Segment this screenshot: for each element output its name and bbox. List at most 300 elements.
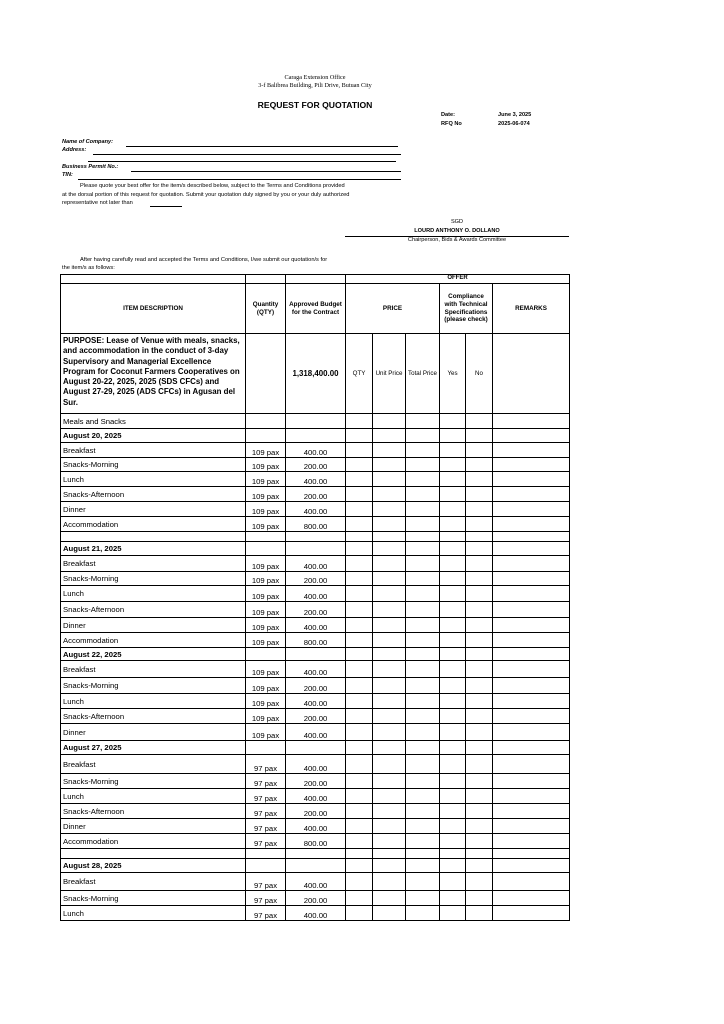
remarks-cell[interactable] bbox=[493, 487, 570, 502]
table-row bbox=[61, 556, 570, 572]
offer-qty-cell[interactable] bbox=[346, 755, 373, 774]
office-address: 3-f Balibrea Building, Pili Drive, Butuan City bbox=[258, 82, 372, 89]
no-check-cell[interactable] bbox=[466, 755, 493, 774]
unit-price-cell[interactable] bbox=[373, 694, 406, 709]
offer-qty-cell[interactable] bbox=[346, 517, 373, 532]
acceptance-line-1: After having carefully read and accepted the Terms and Conditions, I/we submit our quotation/s for bbox=[80, 257, 328, 263]
item-quantity: 97 pax bbox=[246, 789, 286, 804]
yes-check-cell[interactable] bbox=[440, 891, 466, 906]
no-check-cell[interactable] bbox=[466, 487, 493, 502]
total-price-cell[interactable] bbox=[406, 602, 440, 618]
yes-check-cell[interactable] bbox=[440, 633, 466, 648]
item-budget: 400.00 bbox=[286, 443, 346, 458]
offer-qty-cell bbox=[346, 849, 373, 859]
table-row bbox=[61, 774, 570, 789]
item-description: Dinner bbox=[61, 502, 246, 517]
remarks-cell[interactable] bbox=[493, 618, 570, 633]
remarks-cell[interactable] bbox=[493, 789, 570, 804]
yes-check-cell[interactable] bbox=[440, 586, 466, 602]
table-row bbox=[61, 694, 570, 709]
table-row bbox=[61, 602, 570, 618]
item-budget: 400.00 bbox=[286, 661, 346, 678]
date-label: August 20, 2025 bbox=[61, 429, 246, 443]
office-name: Caraga Extension Office bbox=[284, 74, 346, 81]
date-label: August 27, 2025 bbox=[61, 741, 246, 755]
spacer-row bbox=[61, 532, 570, 542]
no-check-cell[interactable] bbox=[466, 443, 493, 458]
yes-check-cell[interactable] bbox=[440, 819, 466, 834]
remarks-cell bbox=[493, 648, 570, 661]
date-row bbox=[61, 648, 570, 661]
date-label: August 22, 2025 bbox=[61, 648, 246, 661]
item-quantity: 109 pax bbox=[246, 586, 286, 602]
sub-no: No bbox=[466, 334, 493, 414]
unit-price-cell[interactable] bbox=[373, 834, 406, 849]
yes-check-cell[interactable] bbox=[440, 774, 466, 789]
yes-check-cell[interactable] bbox=[440, 834, 466, 849]
table-row bbox=[61, 661, 570, 678]
offer-qty-cell[interactable] bbox=[346, 487, 373, 502]
offer-qty-cell[interactable] bbox=[346, 789, 373, 804]
offer-header: OFFER bbox=[346, 275, 570, 284]
remarks-cell[interactable] bbox=[493, 678, 570, 694]
yes-check-cell[interactable] bbox=[440, 678, 466, 694]
yes-check-cell[interactable] bbox=[440, 556, 466, 572]
no-check-cell bbox=[466, 849, 493, 859]
unit-price-cell[interactable] bbox=[373, 517, 406, 532]
unit-price-cell bbox=[373, 648, 406, 661]
blank-cell bbox=[61, 849, 246, 859]
item-quantity: 109 pax bbox=[246, 709, 286, 724]
offer-qty-cell[interactable] bbox=[346, 633, 373, 648]
yes-check-cell[interactable] bbox=[440, 804, 466, 819]
no-check-cell[interactable] bbox=[466, 586, 493, 602]
offer-qty-cell bbox=[346, 429, 373, 443]
unit-price-cell[interactable] bbox=[373, 724, 406, 741]
no-check-cell[interactable] bbox=[466, 502, 493, 517]
tin-field[interactable] bbox=[78, 179, 401, 180]
date-value: June 3, 2025 bbox=[498, 112, 532, 118]
item-budget: 200.00 bbox=[286, 458, 346, 472]
remarks-cell[interactable] bbox=[493, 819, 570, 834]
item-budget: 400.00 bbox=[286, 906, 346, 921]
offer-qty-cell[interactable] bbox=[346, 572, 373, 586]
remarks-cell[interactable] bbox=[493, 774, 570, 789]
offer-qty-cell[interactable] bbox=[346, 906, 373, 921]
yes-check-cell[interactable] bbox=[440, 789, 466, 804]
col-remarks: REMARKS bbox=[493, 284, 570, 334]
offer-qty-cell[interactable] bbox=[346, 678, 373, 694]
no-check-cell bbox=[466, 741, 493, 755]
purpose-text: PURPOSE: Lease of Venue with meals, snacks, and accommodation in the conduct of 3-day Supervisory and Managerial Excellence Program for Coconut Farmers Cooperatives on August 20-22, 2025, 2025 (SDS CFCs) and August 27-29, 2025 (ADS CFCs) in Agusan del Sur. bbox=[61, 334, 246, 414]
unit-price-cell bbox=[373, 849, 406, 859]
total-price-cell[interactable] bbox=[406, 572, 440, 586]
yes-check-cell[interactable] bbox=[440, 906, 466, 921]
unit-price-cell[interactable] bbox=[373, 633, 406, 648]
yes-check-cell[interactable] bbox=[440, 443, 466, 458]
yes-check-cell bbox=[440, 542, 466, 556]
total-price-cell[interactable] bbox=[406, 517, 440, 532]
yes-check-cell bbox=[440, 849, 466, 859]
item-description: Snacks-Morning bbox=[61, 891, 246, 906]
item-description: Accommodation bbox=[61, 517, 246, 532]
table-row bbox=[61, 873, 570, 891]
purpose-row bbox=[61, 334, 570, 414]
remarks-cell[interactable] bbox=[493, 661, 570, 678]
remarks-cell[interactable] bbox=[493, 694, 570, 709]
remarks-cell[interactable] bbox=[493, 572, 570, 586]
offer-qty-cell[interactable] bbox=[346, 443, 373, 458]
no-check-cell[interactable] bbox=[466, 709, 493, 724]
column-header-row bbox=[61, 284, 570, 334]
unit-price-cell[interactable] bbox=[373, 586, 406, 602]
yes-check-cell[interactable] bbox=[440, 517, 466, 532]
unit-price-cell[interactable] bbox=[373, 556, 406, 572]
offer-qty-cell[interactable] bbox=[346, 586, 373, 602]
no-check-cell[interactable] bbox=[466, 724, 493, 741]
remarks-cell[interactable] bbox=[493, 633, 570, 648]
col-price: PRICE bbox=[346, 284, 440, 334]
yes-check-cell bbox=[440, 532, 466, 542]
blank-cell bbox=[246, 648, 286, 661]
item-quantity: 97 pax bbox=[246, 819, 286, 834]
offer-qty-cell[interactable] bbox=[346, 694, 373, 709]
offer-qty-cell[interactable] bbox=[346, 709, 373, 724]
no-check-cell[interactable] bbox=[466, 774, 493, 789]
item-description: Snacks-Morning bbox=[61, 572, 246, 586]
no-check-cell[interactable] bbox=[466, 694, 493, 709]
total-price-cell[interactable] bbox=[406, 804, 440, 819]
yes-check-cell[interactable] bbox=[440, 661, 466, 678]
address-field-line2[interactable] bbox=[88, 161, 396, 162]
no-check-cell[interactable] bbox=[466, 517, 493, 532]
yes-check-cell[interactable] bbox=[440, 709, 466, 724]
meals-label-row bbox=[61, 414, 570, 429]
item-quantity: 97 pax bbox=[246, 906, 286, 921]
unit-price-cell[interactable] bbox=[373, 487, 406, 502]
date-row bbox=[61, 542, 570, 556]
offer-qty-cell[interactable] bbox=[346, 618, 373, 633]
blank-cell bbox=[286, 648, 346, 661]
item-quantity: 109 pax bbox=[246, 724, 286, 741]
total-price-cell bbox=[406, 849, 440, 859]
item-budget: 400.00 bbox=[286, 472, 346, 487]
item-quantity: 109 pax bbox=[246, 694, 286, 709]
item-budget: 200.00 bbox=[286, 774, 346, 789]
remarks-cell[interactable] bbox=[493, 906, 570, 921]
blank-cell bbox=[286, 741, 346, 755]
total-price-cell bbox=[406, 741, 440, 755]
offer-qty-cell[interactable] bbox=[346, 804, 373, 819]
table-row bbox=[61, 678, 570, 694]
unit-price-cell[interactable] bbox=[373, 458, 406, 472]
unit-price-cell bbox=[373, 429, 406, 443]
yes-check-cell[interactable] bbox=[440, 694, 466, 709]
total-price-cell[interactable] bbox=[406, 774, 440, 789]
blank-cell bbox=[286, 429, 346, 443]
yes-check-cell[interactable] bbox=[440, 724, 466, 741]
no-check-cell bbox=[466, 429, 493, 443]
unit-price-cell[interactable] bbox=[373, 709, 406, 724]
item-quantity: 109 pax bbox=[246, 472, 286, 487]
unit-price-cell[interactable] bbox=[373, 819, 406, 834]
item-budget: 400.00 bbox=[286, 502, 346, 517]
no-check-cell[interactable] bbox=[466, 804, 493, 819]
blank-cell bbox=[61, 532, 246, 542]
total-price-cell[interactable] bbox=[406, 502, 440, 517]
yes-check-cell bbox=[440, 859, 466, 873]
offer-qty-cell[interactable] bbox=[346, 819, 373, 834]
no-check-cell[interactable] bbox=[466, 873, 493, 891]
deadline-field[interactable] bbox=[150, 206, 182, 207]
item-description: Breakfast bbox=[61, 755, 246, 774]
yes-check-cell[interactable] bbox=[440, 472, 466, 487]
total-price-cell[interactable] bbox=[406, 694, 440, 709]
tin-label: TIN: bbox=[62, 172, 73, 178]
date-row bbox=[61, 429, 570, 443]
item-quantity: 109 pax bbox=[246, 517, 286, 532]
item-quantity: 97 pax bbox=[246, 804, 286, 819]
total-price-cell[interactable] bbox=[406, 586, 440, 602]
unit-price-cell[interactable] bbox=[373, 774, 406, 789]
offer-qty-cell[interactable] bbox=[346, 873, 373, 891]
blank-cell bbox=[246, 859, 286, 873]
total-price-cell[interactable] bbox=[406, 873, 440, 891]
yes-check-cell[interactable] bbox=[440, 618, 466, 633]
offer-qty-cell[interactable] bbox=[346, 556, 373, 572]
item-budget: 200.00 bbox=[286, 602, 346, 618]
total-price-cell[interactable] bbox=[406, 834, 440, 849]
unit-price-cell bbox=[373, 542, 406, 556]
acceptance-line-2: the item/s as follows: bbox=[62, 265, 115, 271]
table-row bbox=[61, 755, 570, 774]
offer-qty-cell[interactable] bbox=[346, 472, 373, 487]
table-row bbox=[61, 804, 570, 819]
total-price-cell[interactable] bbox=[406, 755, 440, 774]
yes-check-cell[interactable] bbox=[440, 458, 466, 472]
remarks-cell[interactable] bbox=[493, 804, 570, 819]
address-label: Address: bbox=[62, 147, 87, 153]
remarks-cell[interactable] bbox=[493, 755, 570, 774]
blank-cell bbox=[286, 275, 346, 284]
offer-qty-cell bbox=[346, 859, 373, 873]
yes-check-cell bbox=[440, 741, 466, 755]
item-budget: 200.00 bbox=[286, 678, 346, 694]
page-title: REQUEST FOR QUOTATION bbox=[257, 100, 373, 110]
no-check-cell[interactable] bbox=[466, 572, 493, 586]
no-check-cell[interactable] bbox=[466, 789, 493, 804]
table-row bbox=[61, 789, 570, 804]
permit-label: Business Permit No.: bbox=[62, 164, 119, 170]
approved-budget-value: 1,318,400.00 bbox=[286, 334, 346, 414]
sub-unit-price: Unit Price bbox=[373, 334, 406, 414]
unit-price-cell[interactable] bbox=[373, 572, 406, 586]
company-field[interactable] bbox=[126, 146, 398, 147]
no-check-cell[interactable] bbox=[466, 602, 493, 618]
offer-qty-cell[interactable] bbox=[346, 661, 373, 678]
yes-check-cell[interactable] bbox=[440, 873, 466, 891]
no-check-cell[interactable] bbox=[466, 556, 493, 572]
remarks-cell[interactable] bbox=[493, 873, 570, 891]
total-price-cell bbox=[406, 532, 440, 542]
remarks-cell[interactable] bbox=[493, 556, 570, 572]
remarks-cell[interactable] bbox=[493, 502, 570, 517]
total-price-cell[interactable] bbox=[406, 556, 440, 572]
meals-label: Meals and Snacks bbox=[61, 414, 246, 429]
item-quantity: 97 pax bbox=[246, 774, 286, 789]
total-price-cell bbox=[406, 648, 440, 661]
remarks-cell bbox=[493, 741, 570, 755]
no-check-cell[interactable] bbox=[466, 678, 493, 694]
unit-price-cell[interactable] bbox=[373, 873, 406, 891]
offer-qty-cell[interactable] bbox=[346, 774, 373, 789]
offer-qty-cell[interactable] bbox=[346, 458, 373, 472]
table-row bbox=[61, 458, 570, 472]
item-quantity: 97 pax bbox=[246, 755, 286, 774]
date-label: Date: bbox=[441, 112, 455, 118]
remarks-cell[interactable] bbox=[493, 709, 570, 724]
no-check-cell bbox=[466, 648, 493, 661]
table-row bbox=[61, 487, 570, 502]
total-price-cell[interactable] bbox=[406, 906, 440, 921]
offer-qty-cell[interactable] bbox=[346, 724, 373, 741]
table-row bbox=[61, 472, 570, 487]
offer-qty-cell bbox=[346, 542, 373, 556]
yes-check-cell bbox=[440, 648, 466, 661]
total-price-cell[interactable] bbox=[406, 633, 440, 648]
item-budget: 200.00 bbox=[286, 487, 346, 502]
total-price-cell[interactable] bbox=[406, 724, 440, 741]
total-price-cell[interactable] bbox=[406, 618, 440, 633]
item-description: Lunch bbox=[61, 906, 246, 921]
remarks-cell[interactable] bbox=[493, 834, 570, 849]
remarks-cell[interactable] bbox=[493, 472, 570, 487]
yes-check-cell[interactable] bbox=[440, 602, 466, 618]
no-check-cell bbox=[466, 532, 493, 542]
no-check-cell[interactable] bbox=[466, 661, 493, 678]
item-budget: 200.00 bbox=[286, 572, 346, 586]
total-price-cell[interactable] bbox=[406, 458, 440, 472]
item-description: Lunch bbox=[61, 694, 246, 709]
offer-qty-cell[interactable] bbox=[346, 891, 373, 906]
offer-qty-cell bbox=[346, 741, 373, 755]
item-budget: 400.00 bbox=[286, 556, 346, 572]
unit-price-cell[interactable] bbox=[373, 618, 406, 633]
item-budget: 400.00 bbox=[286, 618, 346, 633]
total-price-cell[interactable] bbox=[406, 472, 440, 487]
total-price-cell[interactable] bbox=[406, 661, 440, 678]
col-approved-budget: Approved Budget for the Contract bbox=[286, 284, 346, 334]
remarks-cell[interactable] bbox=[493, 724, 570, 741]
signatory-position: Chairperson, Bids & Awards Committee bbox=[407, 237, 507, 243]
unit-price-cell[interactable] bbox=[373, 472, 406, 487]
remarks-cell[interactable] bbox=[493, 443, 570, 458]
item-description: Breakfast bbox=[61, 873, 246, 891]
office-header bbox=[0, 74, 630, 90]
yes-check-cell bbox=[440, 429, 466, 443]
unit-price-cell[interactable] bbox=[373, 661, 406, 678]
item-description: Accommodation bbox=[61, 633, 246, 648]
total-price-cell[interactable] bbox=[406, 487, 440, 502]
address-field[interactable] bbox=[93, 154, 401, 155]
remarks-cell[interactable] bbox=[493, 602, 570, 618]
sgd-mark: SGD bbox=[450, 219, 464, 225]
remarks-cell[interactable] bbox=[493, 891, 570, 906]
unit-price-cell[interactable] bbox=[373, 602, 406, 618]
unit-price-cell[interactable] bbox=[373, 678, 406, 694]
offer-qty-cell[interactable] bbox=[346, 834, 373, 849]
remarks-cell[interactable] bbox=[493, 458, 570, 472]
unit-price-cell[interactable] bbox=[373, 789, 406, 804]
item-quantity: 109 pax bbox=[246, 443, 286, 458]
table-row bbox=[61, 586, 570, 602]
total-price-cell[interactable] bbox=[406, 891, 440, 906]
unit-price-cell[interactable] bbox=[373, 804, 406, 819]
total-price-cell[interactable] bbox=[406, 819, 440, 834]
unit-price-cell[interactable] bbox=[373, 906, 406, 921]
unit-price-cell bbox=[373, 859, 406, 873]
yes-check-cell[interactable] bbox=[440, 487, 466, 502]
item-description: Breakfast bbox=[61, 443, 246, 458]
remarks-cell[interactable] bbox=[493, 517, 570, 532]
no-check-cell[interactable] bbox=[466, 618, 493, 633]
unit-price-cell[interactable] bbox=[373, 443, 406, 458]
item-description: Snacks-Morning bbox=[61, 678, 246, 694]
table-row bbox=[61, 834, 570, 849]
date-row bbox=[61, 741, 570, 755]
remarks-cell bbox=[493, 849, 570, 859]
permit-field[interactable] bbox=[131, 171, 401, 172]
item-budget: 800.00 bbox=[286, 517, 346, 532]
table-row bbox=[61, 891, 570, 906]
offer-qty-cell[interactable] bbox=[346, 602, 373, 618]
item-budget: 200.00 bbox=[286, 804, 346, 819]
total-price-cell[interactable] bbox=[406, 789, 440, 804]
no-check-cell[interactable] bbox=[466, 906, 493, 921]
unit-price-cell[interactable] bbox=[373, 891, 406, 906]
unit-price-cell[interactable] bbox=[373, 502, 406, 517]
no-check-cell[interactable] bbox=[466, 834, 493, 849]
item-description: Accommodation bbox=[61, 834, 246, 849]
remarks-cell[interactable] bbox=[493, 586, 570, 602]
total-price-cell bbox=[406, 429, 440, 443]
item-quantity: 109 pax bbox=[246, 618, 286, 633]
item-description: Snacks-Afternoon bbox=[61, 804, 246, 819]
table-row bbox=[61, 502, 570, 517]
table-row bbox=[61, 819, 570, 834]
item-description: Dinner bbox=[61, 618, 246, 633]
yes-check-cell[interactable] bbox=[440, 502, 466, 517]
yes-check-cell[interactable] bbox=[440, 572, 466, 586]
total-price-cell[interactable] bbox=[406, 709, 440, 724]
no-check-cell[interactable] bbox=[466, 472, 493, 487]
no-check-cell[interactable] bbox=[466, 819, 493, 834]
no-check-cell[interactable] bbox=[466, 633, 493, 648]
total-price-cell[interactable] bbox=[406, 443, 440, 458]
offer-qty-cell[interactable] bbox=[346, 502, 373, 517]
yes-check-cell[interactable] bbox=[440, 755, 466, 774]
col-compliance: Compliance with Technical Specifications (please check) bbox=[440, 284, 493, 334]
unit-price-cell[interactable] bbox=[373, 755, 406, 774]
no-check-cell[interactable] bbox=[466, 458, 493, 472]
total-price-cell[interactable] bbox=[406, 678, 440, 694]
no-check-cell[interactable] bbox=[466, 891, 493, 906]
item-budget: 400.00 bbox=[286, 694, 346, 709]
item-description: Snacks-Afternoon bbox=[61, 709, 246, 724]
unit-price-cell bbox=[373, 741, 406, 755]
item-quantity: 109 pax bbox=[246, 458, 286, 472]
blank-cell bbox=[286, 859, 346, 873]
